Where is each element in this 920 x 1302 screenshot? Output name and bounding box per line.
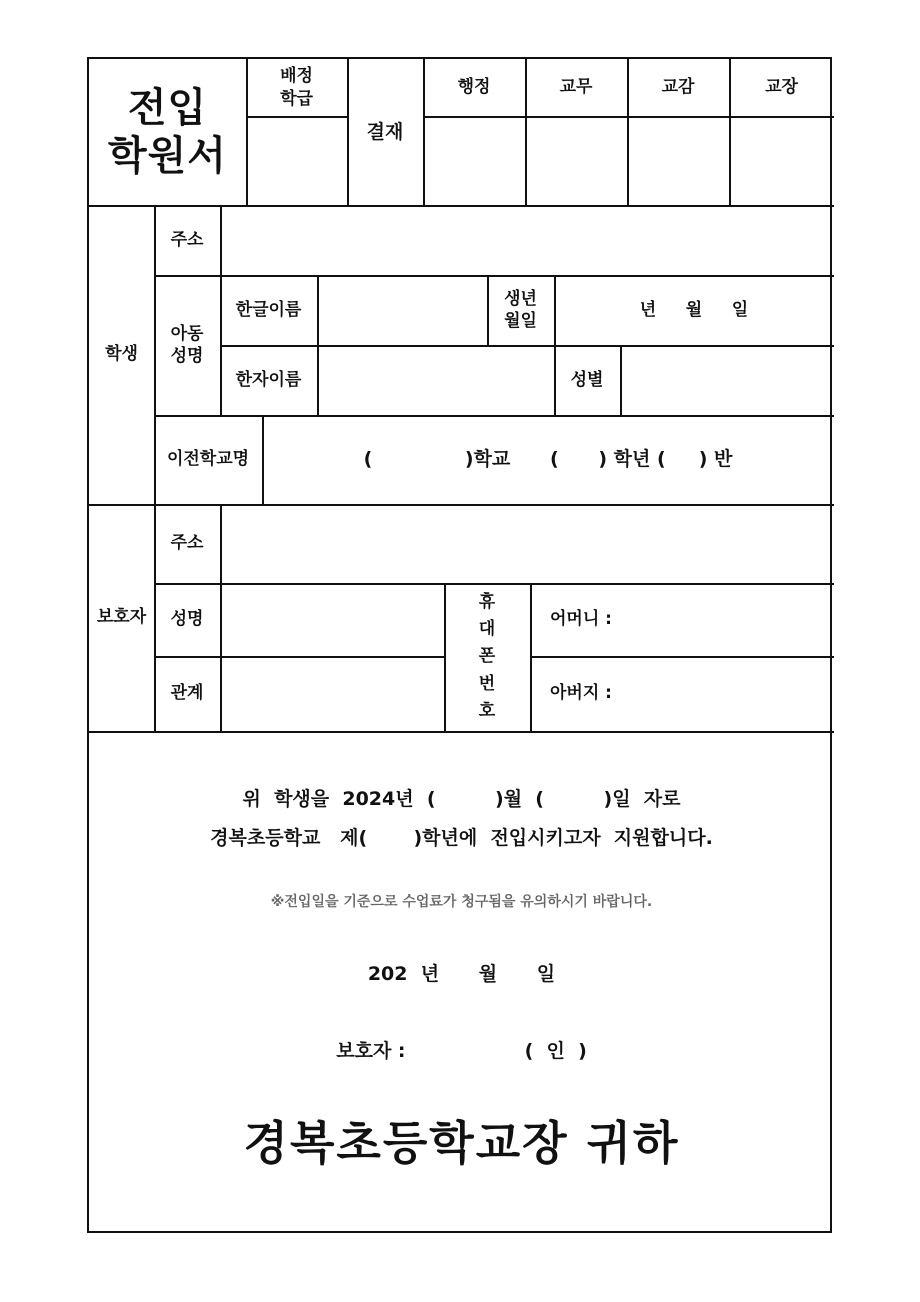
mobile-label-char: 대: [478, 619, 496, 640]
guardian-name-label: 성명: [170, 609, 204, 630]
guardian-section-label: 보호자: [96, 607, 147, 628]
child-name-label: 아동 성명: [170, 323, 204, 366]
assigned-class-field[interactable]: [246, 116, 347, 205]
gender-field[interactable]: [620, 345, 834, 415]
tuition-notice: ※전입일을 기준으로 수업료가 청구됨을 유의하시기 바랍니다.: [270, 893, 653, 910]
father-phone-field[interactable]: 아버지 :: [550, 683, 612, 704]
application-date[interactable]: 202 년 월 일: [367, 962, 556, 985]
transfer-application-form: [87, 57, 832, 1233]
approver-admin-label: 행정: [457, 77, 491, 98]
recipient-line: 경복초등학교장 귀하: [243, 1116, 680, 1171]
approver-vice-principal-label: 교감: [661, 77, 695, 98]
student-section-label: 학생: [105, 344, 138, 365]
mobile-label-char: 폰: [478, 646, 496, 667]
mother-phone-field[interactable]: 어머니 :: [550, 609, 612, 630]
guardian-name-field[interactable]: [220, 583, 444, 656]
statement-line-2: 경복초등학교 제( )학년에 전입시키고자 지원합니다.: [210, 826, 713, 849]
previous-school-label: 이전학교명: [166, 449, 250, 470]
gender-label: 성별: [570, 369, 604, 390]
approver-principal-label: 교장: [765, 77, 798, 98]
korean-name-label: 한글이름: [235, 299, 302, 320]
hanja-name-field[interactable]: [317, 345, 554, 415]
divider: [89, 731, 834, 733]
mobile-label-char: 번: [478, 673, 496, 694]
guardian-signature-line[interactable]: 보호자 : ( 인 ): [336, 1039, 587, 1062]
guardian-address-field[interactable]: [220, 504, 834, 583]
student-address-label: 주소: [170, 229, 204, 250]
assigned-class-label: 배정 학급: [280, 66, 313, 109]
guardian-relation-field[interactable]: [220, 656, 444, 731]
form-title: 전입 학원서: [108, 85, 227, 179]
approver-admin-sign-field[interactable]: [423, 116, 525, 205]
approver-academic-label: 교무: [559, 77, 593, 98]
korean-name-field[interactable]: [317, 275, 487, 345]
statement-line-1: 위 학생을 2024년 ( )월 ( )일 자로: [242, 787, 681, 810]
approver-academic-sign-field[interactable]: [525, 116, 627, 205]
student-address-field[interactable]: [220, 205, 834, 275]
birth-date-label: 생년 월일: [504, 288, 537, 331]
approver-vice-principal-sign-field[interactable]: [627, 116, 729, 205]
mobile-label-char: 휴: [478, 592, 496, 613]
approver-principal-sign-field[interactable]: [729, 116, 834, 205]
hanja-name-label: 한자이름: [235, 369, 302, 390]
mobile-number-label: [444, 583, 530, 731]
guardian-relation-label: 관계: [170, 683, 204, 704]
mobile-label-char: 호: [478, 700, 496, 721]
previous-school-field[interactable]: ( )학교 ( ) 학년 ( ) 반: [363, 448, 733, 471]
approval-label: 결재: [366, 120, 404, 143]
guardian-address-label: 주소: [170, 533, 204, 554]
birth-date-field[interactable]: 년 월 일: [639, 299, 749, 320]
